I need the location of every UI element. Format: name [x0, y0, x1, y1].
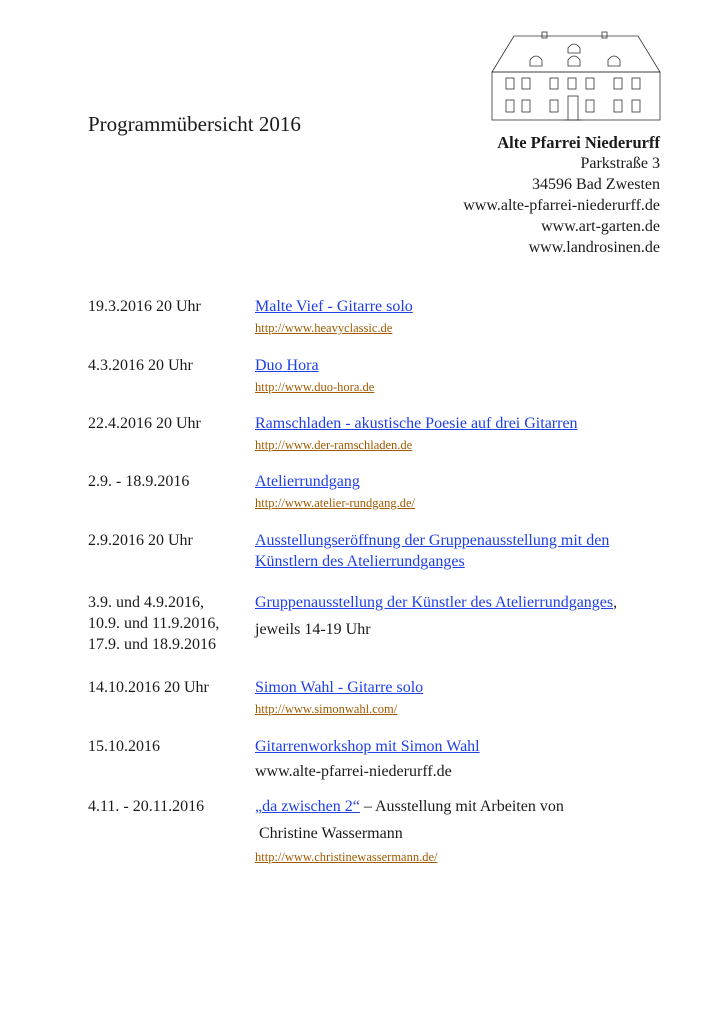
event-date: 4.11. - 20.11.2016 — [88, 798, 205, 815]
event-date: 15.10.2016 — [88, 738, 160, 755]
event-url-link[interactable]: http://www.simonwahl.com/ — [255, 702, 398, 716]
event-title-link[interactable]: Ausstellungseröffnung der Gruppenausstellung mit den — [255, 532, 610, 549]
event-title-link[interactable]: Malte Vief - Gitarre solo — [255, 298, 413, 315]
event-title-link[interactable]: Atelierrundgang — [255, 473, 360, 490]
event-title-link[interactable]: Gruppenausstellung der Künstler des Atelierrundganges — [255, 594, 614, 611]
event-website-text: www.alte-pfarrei-niederurff.de — [255, 763, 452, 780]
event-title-link[interactable]: Duo Hora — [255, 357, 319, 374]
website-2: www.art-garten.de — [541, 218, 660, 235]
website-3: www.landrosinen.de — [528, 239, 660, 256]
event-title-link[interactable]: „da zwischen 2“ — [255, 798, 360, 815]
event-url-link[interactable]: http://www.christinewassermann.de/ — [255, 850, 438, 864]
event-note: jeweils 14-19 Uhr — [255, 621, 371, 638]
event-date: 2.9. - 18.9.2016 — [88, 473, 190, 490]
event-date: 19.3.2016 20 Uhr — [88, 298, 201, 315]
event-date: 2.9.2016 20 Uhr — [88, 532, 193, 549]
page-title: Programmübersicht 2016 — [88, 112, 301, 136]
venue-name: Alte Pfarrei Niederurff — [497, 133, 660, 152]
event-title-link[interactable]: Ramschladen - akustische Poesie auf drei Gitarren — [255, 415, 578, 432]
event-date: 3.9. und 4.9.2016, 10.9. und 11.9.2016, 17.9. und 18.9.2016 — [88, 594, 220, 653]
event-url-link[interactable]: http://www.der-ramschladen.de — [255, 438, 413, 452]
city: 34596 Bad Zwesten — [532, 176, 660, 193]
event-description: – Ausstellung mit Arbeiten von — [359, 798, 564, 815]
event-title-link[interactable]: Simon Wahl - Gitarre solo — [255, 679, 424, 696]
address-block — [463, 132, 660, 258]
event-title-link[interactable]: Gitarrenworkshop mit Simon Wahl — [255, 738, 480, 755]
building-drawing — [490, 30, 662, 122]
comma: , — [613, 594, 618, 611]
event-date: 14.10.2016 20 Uhr — [88, 679, 209, 696]
event-title-link-line2[interactable]: Künstlern des Atelierrundganges — [255, 553, 465, 570]
event-url-link[interactable]: http://www.atelier-rundgang.de/ — [255, 496, 416, 510]
event-url-link[interactable]: http://www.duo-hora.de — [255, 380, 375, 394]
event-date: 22.4.2016 20 Uhr — [88, 415, 201, 432]
website-1: www.alte-pfarrei-niederurff.de — [463, 197, 660, 214]
event-date: 4.3.2016 20 Uhr — [88, 357, 193, 374]
artist-name: Christine Wassermann — [259, 825, 403, 842]
street: Parkstraße 3 — [580, 155, 660, 172]
event-url-link[interactable]: http://www.heavyclassic.de — [255, 321, 393, 335]
